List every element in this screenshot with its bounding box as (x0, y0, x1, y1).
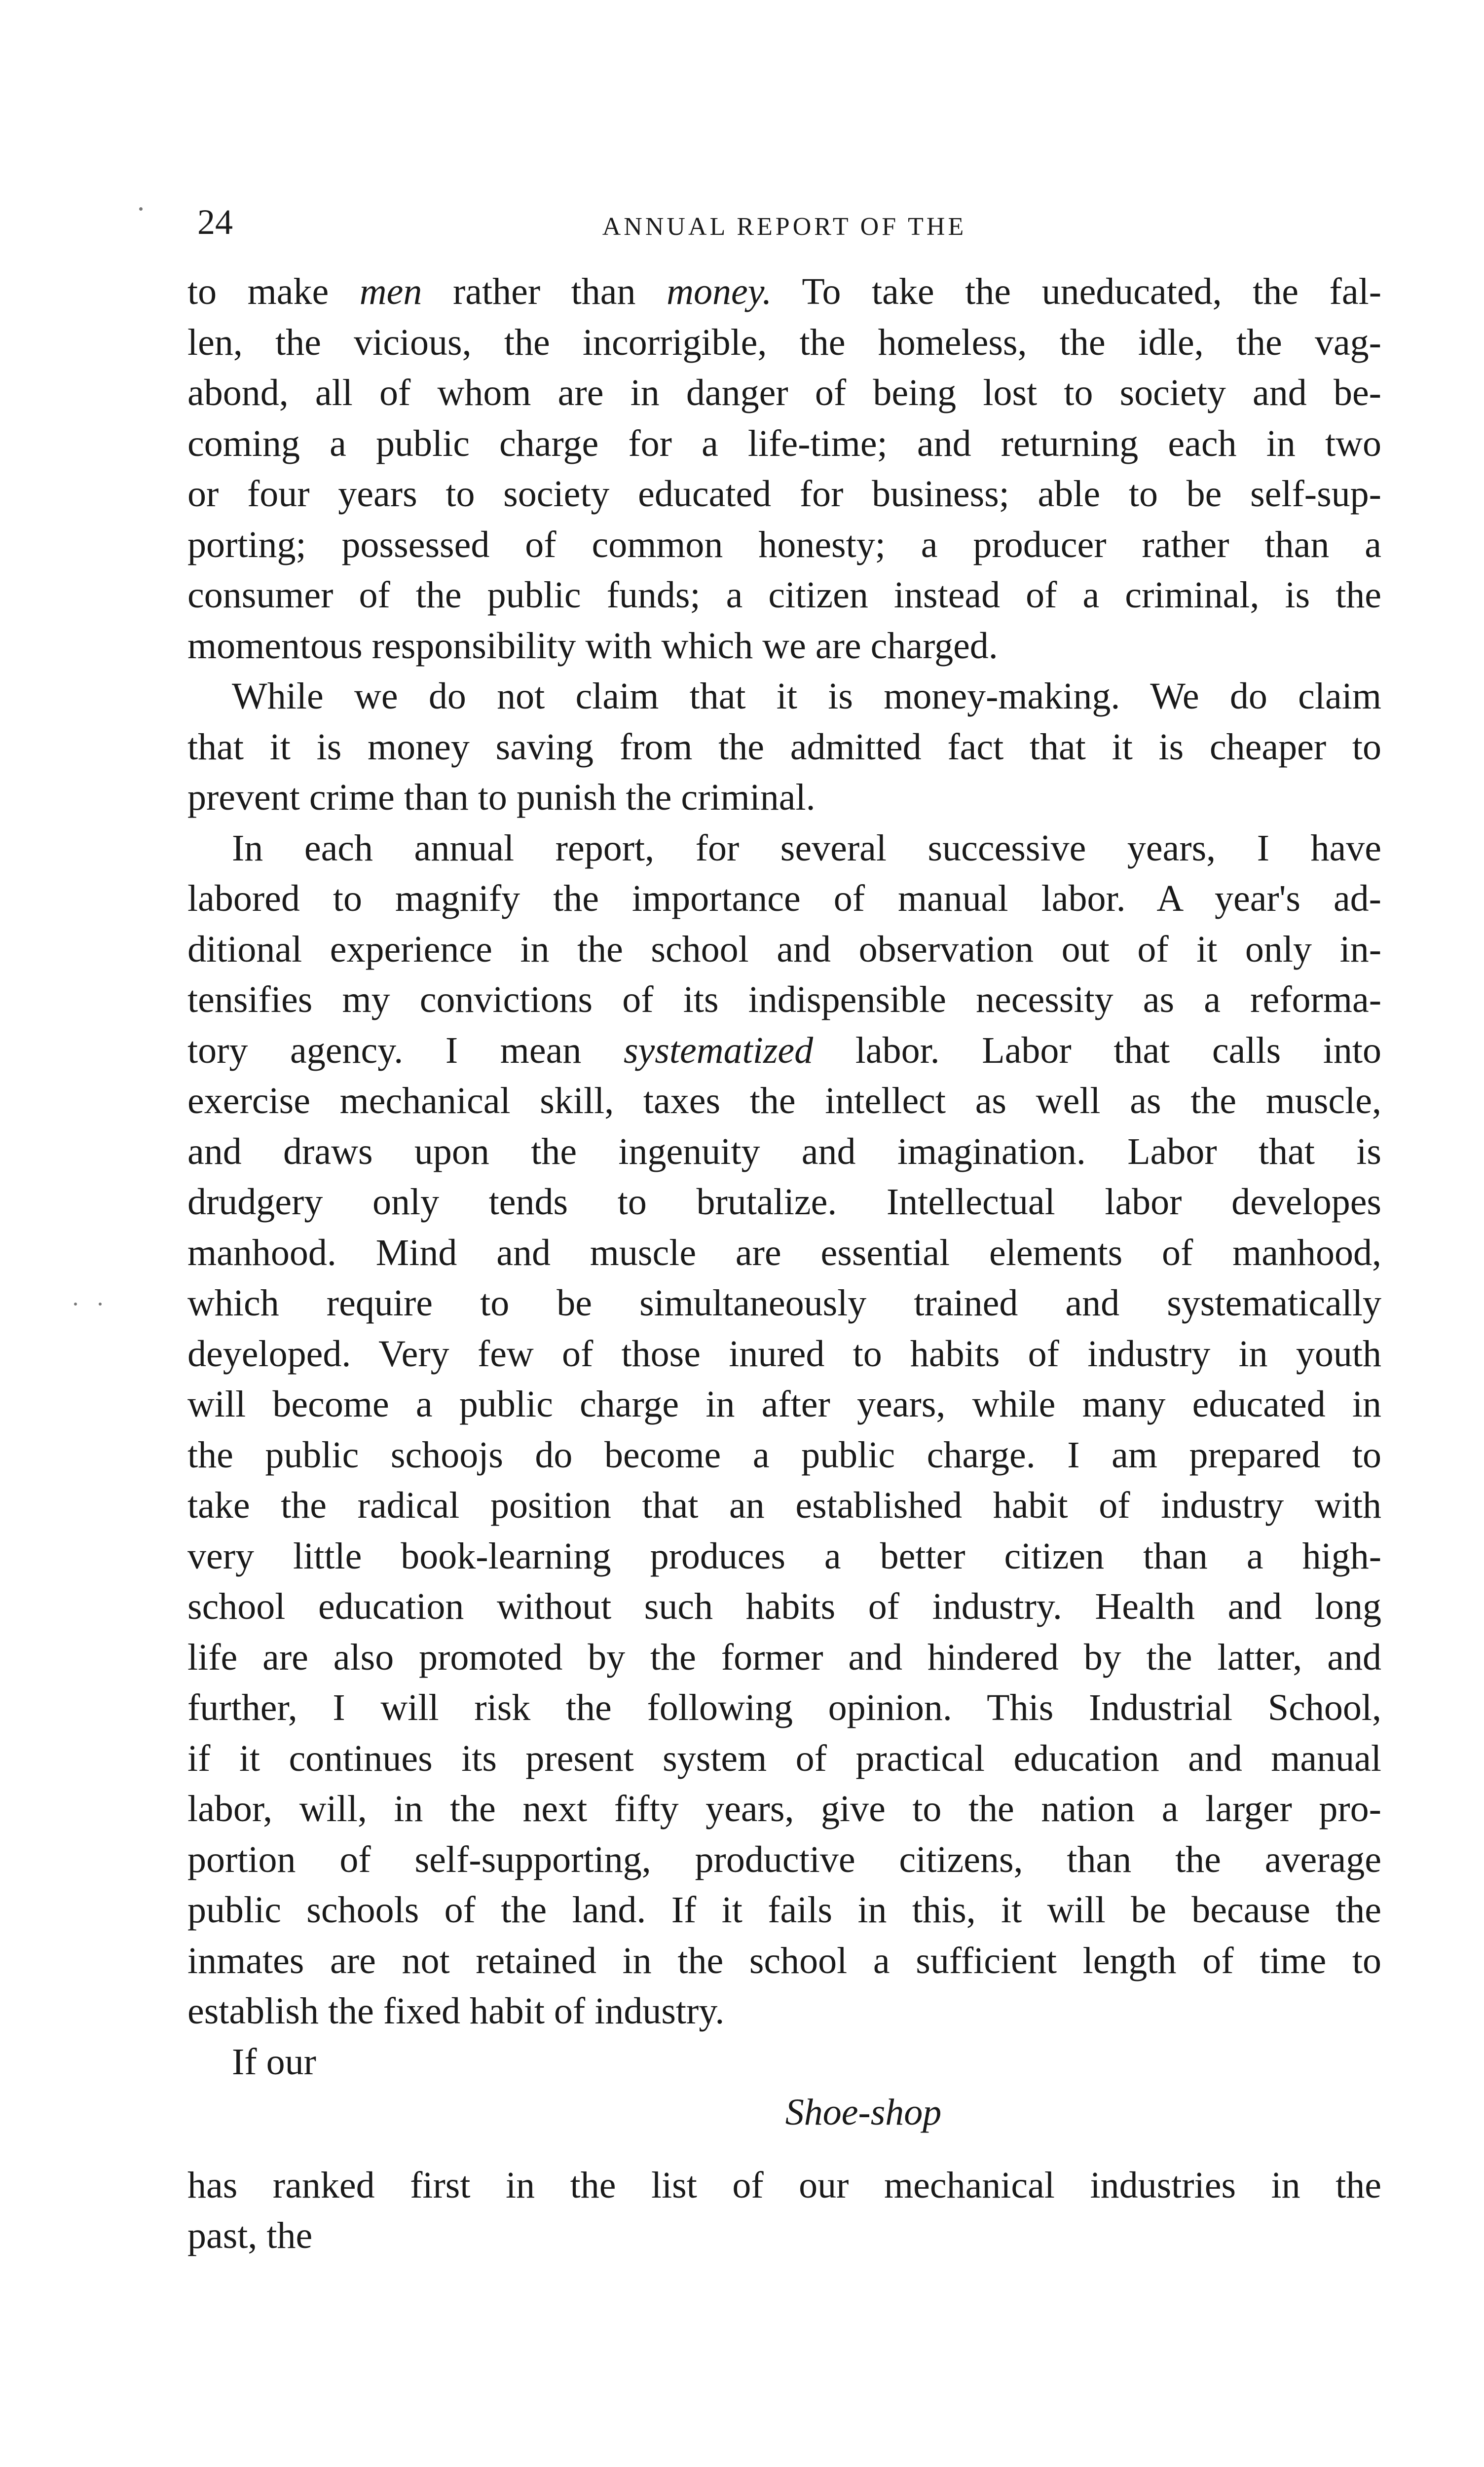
text-line (187, 1379, 1381, 1430)
text-line (187, 1936, 1381, 1986)
paragraph (187, 671, 1381, 823)
text-line (187, 1177, 1381, 1228)
text-run: len, the vicious, the incorrigible, the homeless, the idle, the vag- (187, 321, 1381, 363)
text-run: that it is money saving from the admitted fact that it is cheaper to (187, 726, 1381, 768)
text-line (187, 520, 1381, 570)
paragraph (187, 266, 1381, 671)
text-line (187, 1682, 1381, 1733)
scan-speck (99, 1303, 102, 1306)
text-line (187, 1025, 1381, 1076)
text-line (187, 1986, 1381, 2037)
text-run: to make (187, 271, 360, 312)
text-line (187, 1581, 1381, 1632)
text-line (187, 317, 1381, 368)
text-run: ditional experience in the school and observation out of it only in- (187, 928, 1381, 970)
italic-text: men (359, 271, 422, 312)
text-run: inmates are not retained in the school a sufficient length of time to (187, 1940, 1381, 1981)
text-line (187, 873, 1381, 924)
text-line (187, 924, 1381, 975)
text-line: past, the (187, 2215, 313, 2256)
body-text (187, 266, 1381, 2261)
text-run: school education without such habits of industry. Health and long (187, 1586, 1381, 1627)
text-run: consumer of the public funds; a citizen instead of a criminal, is the (187, 574, 1381, 616)
text-run: To take the uneducated, the fal- (772, 271, 1382, 312)
text-run: manhood. Mind and muscle are essential elements of manhood, (187, 1232, 1381, 1273)
text-line (187, 1329, 1381, 1380)
text-line: has ranked first in the list of our mechanical industries in the (187, 2164, 1381, 2206)
text-line (187, 1480, 1381, 1531)
scan-speck (139, 207, 143, 211)
text-line (187, 1076, 1381, 1126)
page-header (187, 197, 1381, 252)
text-run: momentous responsibility with which we are charged. (187, 625, 998, 667)
text-run: public schools of the land. If it fails in this, it will be because the (187, 1889, 1381, 1931)
text-run: drudgery only tends to brutalize. Intellectual labor developes (187, 1181, 1381, 1223)
text-line (187, 1632, 1381, 1683)
running-head: ANNUAL REPORT OF THE (602, 213, 967, 241)
text-run: labored to magnify the importance of manual labor. A year's ad- (187, 878, 1381, 919)
text-run: which require to be simultaneously trained and systematically (187, 1282, 1381, 1324)
text-run: coming a public charge for a life-time; and returning each in two (187, 422, 1381, 464)
text-line (187, 1531, 1381, 1582)
scan-speck (74, 1303, 77, 1306)
italic-text: systematized (623, 1029, 814, 1071)
text-run: labor, will, in the next fifty years, give to the nation a larger pro- (187, 1788, 1381, 1830)
text-run: portion of self-supporting, productive citizens, than the average (187, 1838, 1381, 1880)
text-run: the public schoojs do become a public charge. I am prepared to (187, 1434, 1381, 1476)
text-line (187, 469, 1381, 520)
text-line (187, 1126, 1381, 1177)
text-run: prevent crime than to punish the criminal. (187, 777, 816, 818)
text-run: life are also promoted by the former and hindered by the latter, and (187, 1636, 1381, 1678)
text-line (187, 570, 1381, 621)
text-run: establish the fixed habit of industry. (187, 1990, 725, 2032)
text-run: labor. Labor that calls into (813, 1029, 1381, 1071)
paragraph (187, 823, 1381, 2037)
text-line (187, 1834, 1381, 1885)
text-line (187, 1228, 1381, 1278)
text-line: If our (232, 2041, 316, 2083)
text-run: deyeloped. Very few of those inured to habits of industry in youth (187, 1333, 1381, 1375)
text-line (187, 418, 1381, 469)
text-line (187, 266, 1381, 317)
text-line (187, 1885, 1381, 1936)
text-run: porting; possessed of common honesty; a producer rather than a (187, 523, 1381, 565)
italic-text: money. (667, 271, 772, 312)
text-run: take the radical position that an established habit of industry with (187, 1485, 1381, 1526)
text-run: tensifies my convictions of its indispensible necessity as a reforma- (187, 979, 1381, 1020)
text-run: or four years to society educated for business; able to be self-sup- (187, 473, 1381, 515)
text-run: if it continues its present system of practical education and manual (187, 1737, 1381, 1779)
text-line (187, 974, 1381, 1025)
text-line (187, 1430, 1381, 1481)
text-run: further, I will risk the following opinion. This Industrial School, (187, 1687, 1381, 1728)
text-line (187, 368, 1381, 418)
page-number: 24 (197, 202, 233, 242)
text-run: tory agency. I mean (187, 1029, 624, 1071)
text-line (187, 1278, 1381, 1329)
text-line (187, 823, 1381, 874)
text-run: very little book-learning produces a better citizen than a high- (187, 1535, 1381, 1577)
text-run: and draws upon the ingenuity and imagination. Labor that is (187, 1130, 1381, 1172)
text-line (187, 1733, 1381, 1784)
section-heading: Shoe-shop (785, 2092, 942, 2133)
text-line (187, 671, 1381, 722)
text-line (187, 621, 1381, 672)
text-run: In each annual report, for several successive years, I have (232, 827, 1381, 869)
closing-section (187, 2037, 1381, 2261)
text-run: While we do not claim that it is money-making. We do claim (232, 675, 1381, 717)
text-run: exercise mechanical skill, taxes the intellect as well as the muscle, (187, 1080, 1381, 1121)
text-line (187, 722, 1381, 773)
text-line (187, 1784, 1381, 1834)
text-run: rather than (422, 271, 667, 312)
text-run: will become a public charge in after years, while many educated in (187, 1383, 1381, 1425)
text-line (187, 772, 1381, 823)
text-run: abond, all of whom are in danger of being lost to society and be- (187, 372, 1381, 413)
